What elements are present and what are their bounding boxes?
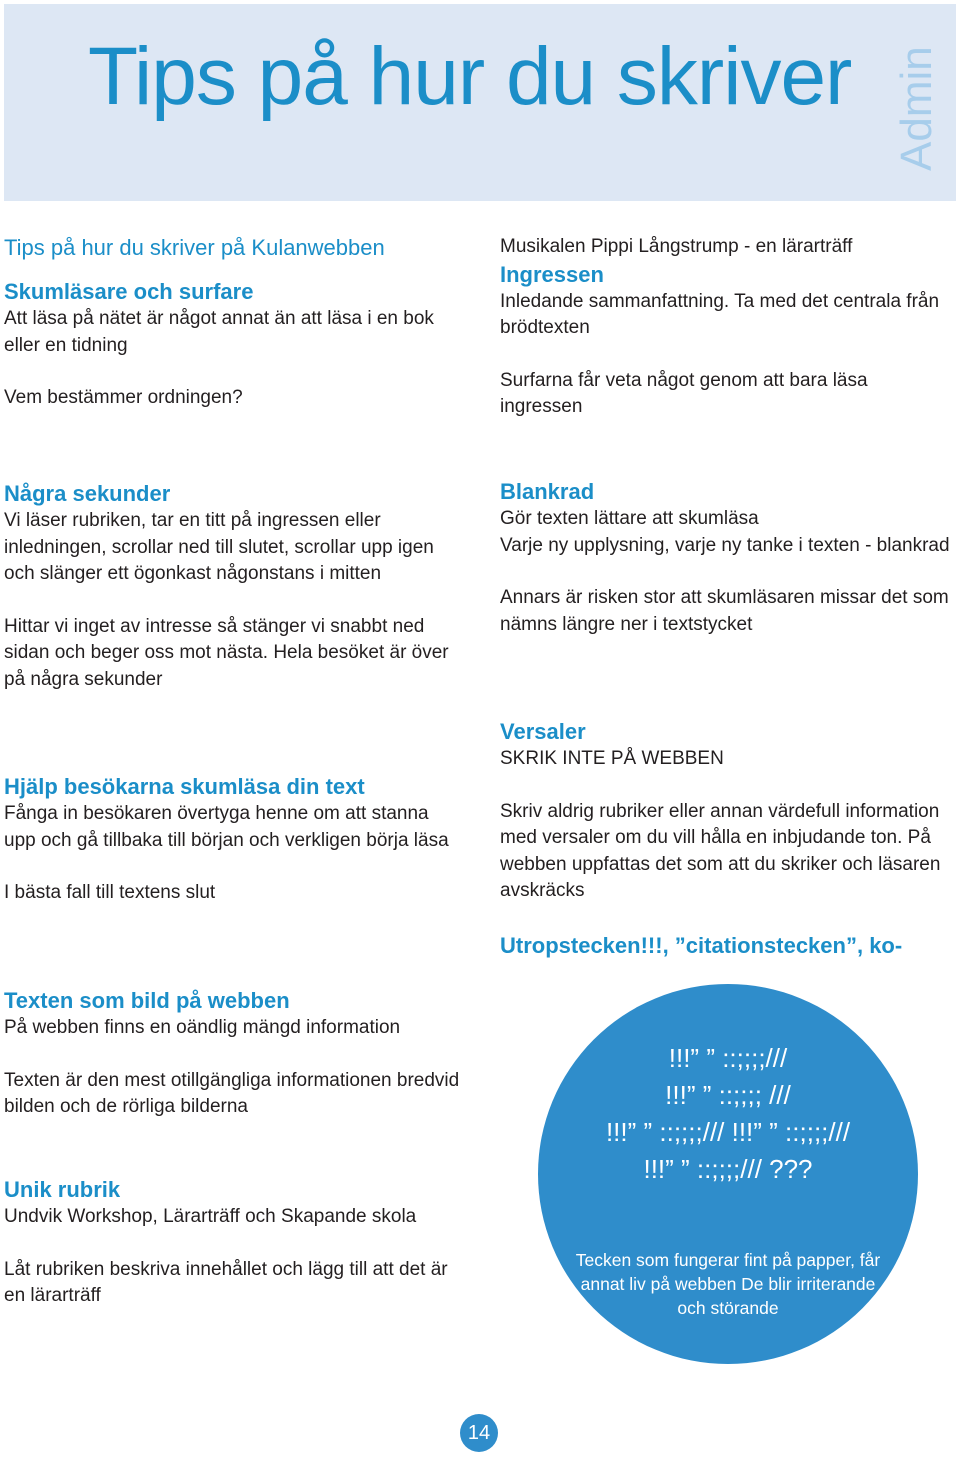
- heading-versaler: Versaler: [500, 719, 586, 744]
- heading-unik-rubrik: Unik rubrik: [4, 1177, 121, 1202]
- section-hjalp: [4, 773, 462, 907]
- text-blankrad-1: Gör texten lättare att skumläsa: [500, 508, 759, 529]
- section-versaler: [500, 718, 950, 905]
- heading-skumlasare: Skumläsare och surfare: [4, 279, 254, 304]
- text-versaler-1: SKRIK INTE PÅ WEBBEN: [500, 748, 724, 769]
- heading-texten-som-bild: Texten som bild på webben: [4, 988, 290, 1013]
- text-blankrad-2: Varje ny upplysning, varje ny tanke i texten - blankrad: [500, 534, 950, 556]
- text-unik-rubrik-2: Låt rubriken beskriva innehållet och lägg till att det är en lärarträff: [4, 1258, 448, 1306]
- text-hjalp-2: I bästa fall till textens slut: [4, 882, 216, 903]
- text-hjalp-1: Fånga in besökaren övertyga henne om att stanna upp och gå tillbaka till början och verkligen börja läsa: [4, 803, 449, 851]
- page-number: 14: [460, 1414, 498, 1452]
- text-versaler-2: Skriv aldrig rubriker eller annan värdefull information med versaler om du vill hålla en inbjudande ton. På webben uppfattas det som att du skriker och läsaren avskräcks: [500, 800, 941, 901]
- heading-blankrad: Blankrad: [500, 479, 595, 504]
- section-utropstecken: [500, 932, 950, 960]
- symbol-line: !!!” ” ::;;;; ///: [665, 1080, 791, 1110]
- header-banner: [4, 4, 956, 201]
- text-texten-som-bild-2: Texten är den mest otillgängliga informationen bredvid bilden och de rörliga bilderna: [4, 1069, 460, 1117]
- text-ingressen-1: Inledande sammanfattning. Ta med det centrala från brödtexten: [500, 290, 940, 338]
- heading-hjalp: Hjälp besökarna skumläsa din text: [4, 774, 365, 799]
- section-ingressen: [500, 234, 950, 421]
- text-unik-rubrik-1: Undvik Workshop, Lärarträff och Skapande skola: [4, 1206, 417, 1227]
- section-texten-som-bild: [4, 987, 462, 1121]
- heading-utropstecken: Utropstecken!!!, ”citationstecken”, ko-: [500, 933, 903, 958]
- admin-label: Admin: [892, 46, 941, 172]
- symbol-line: !!!” ” ::;;;;///: [668, 1043, 788, 1073]
- heading-nagra-sekunder: Några sekunder: [4, 481, 171, 506]
- text-nagra-sekunder-2: Hittar vi inget av intresse så stänger vi snabbt ned sidan och beger oss mot nästa. Hela besöket är över på några sekunder: [4, 615, 449, 690]
- section-blankrad: [500, 478, 950, 638]
- text-skumlasare-2: Vem bestämmer ordningen?: [4, 387, 243, 408]
- text-texten-som-bild-1: På webben finns en oändlig mängd information: [4, 1017, 401, 1038]
- text-ingressen-2: Surfarna får veta något genom att bara läsa ingressen: [500, 369, 868, 417]
- intro-title: Tips på hur du skriver på Kulanwebben: [4, 235, 385, 260]
- punctuation-callout: [538, 984, 918, 1364]
- page-title: Tips på hur du skriver: [88, 31, 852, 122]
- callout-text: Tecken som fungerar fint på papper, får annat liv på webben De blir irriterande och störande: [575, 1249, 881, 1318]
- section-intro: [4, 234, 462, 412]
- section-unik-rubrik: [4, 1176, 462, 1310]
- section-nagra-sekunder: [4, 480, 462, 693]
- heading-ingressen: Ingressen: [500, 261, 604, 287]
- example-headline: Musikalen Pippi Långstrump - en lärarträff: [500, 236, 853, 257]
- punctuation-symbols: [538, 1040, 918, 1188]
- symbol-line: !!!” ” ::;;;;/// ???: [643, 1154, 813, 1184]
- text-skumlasare-1: Att läsa på nätet är något annat än att läsa i en bok eller en tidning: [4, 308, 434, 356]
- symbol-line: !!!” ” ::;;;;/// !!!” ” ::;;;;///: [605, 1117, 851, 1147]
- text-blankrad-3: Annars är risken stor att skumläsaren missar det som nämns längre ner i textstycket: [500, 587, 949, 635]
- text-nagra-sekunder-1: Vi läser rubriken, tar en titt på ingressen eller inledningen, scrollar ned till slutet, scrollar upp igen och slänger ett ögonkast någonstans i mitten: [4, 510, 434, 584]
